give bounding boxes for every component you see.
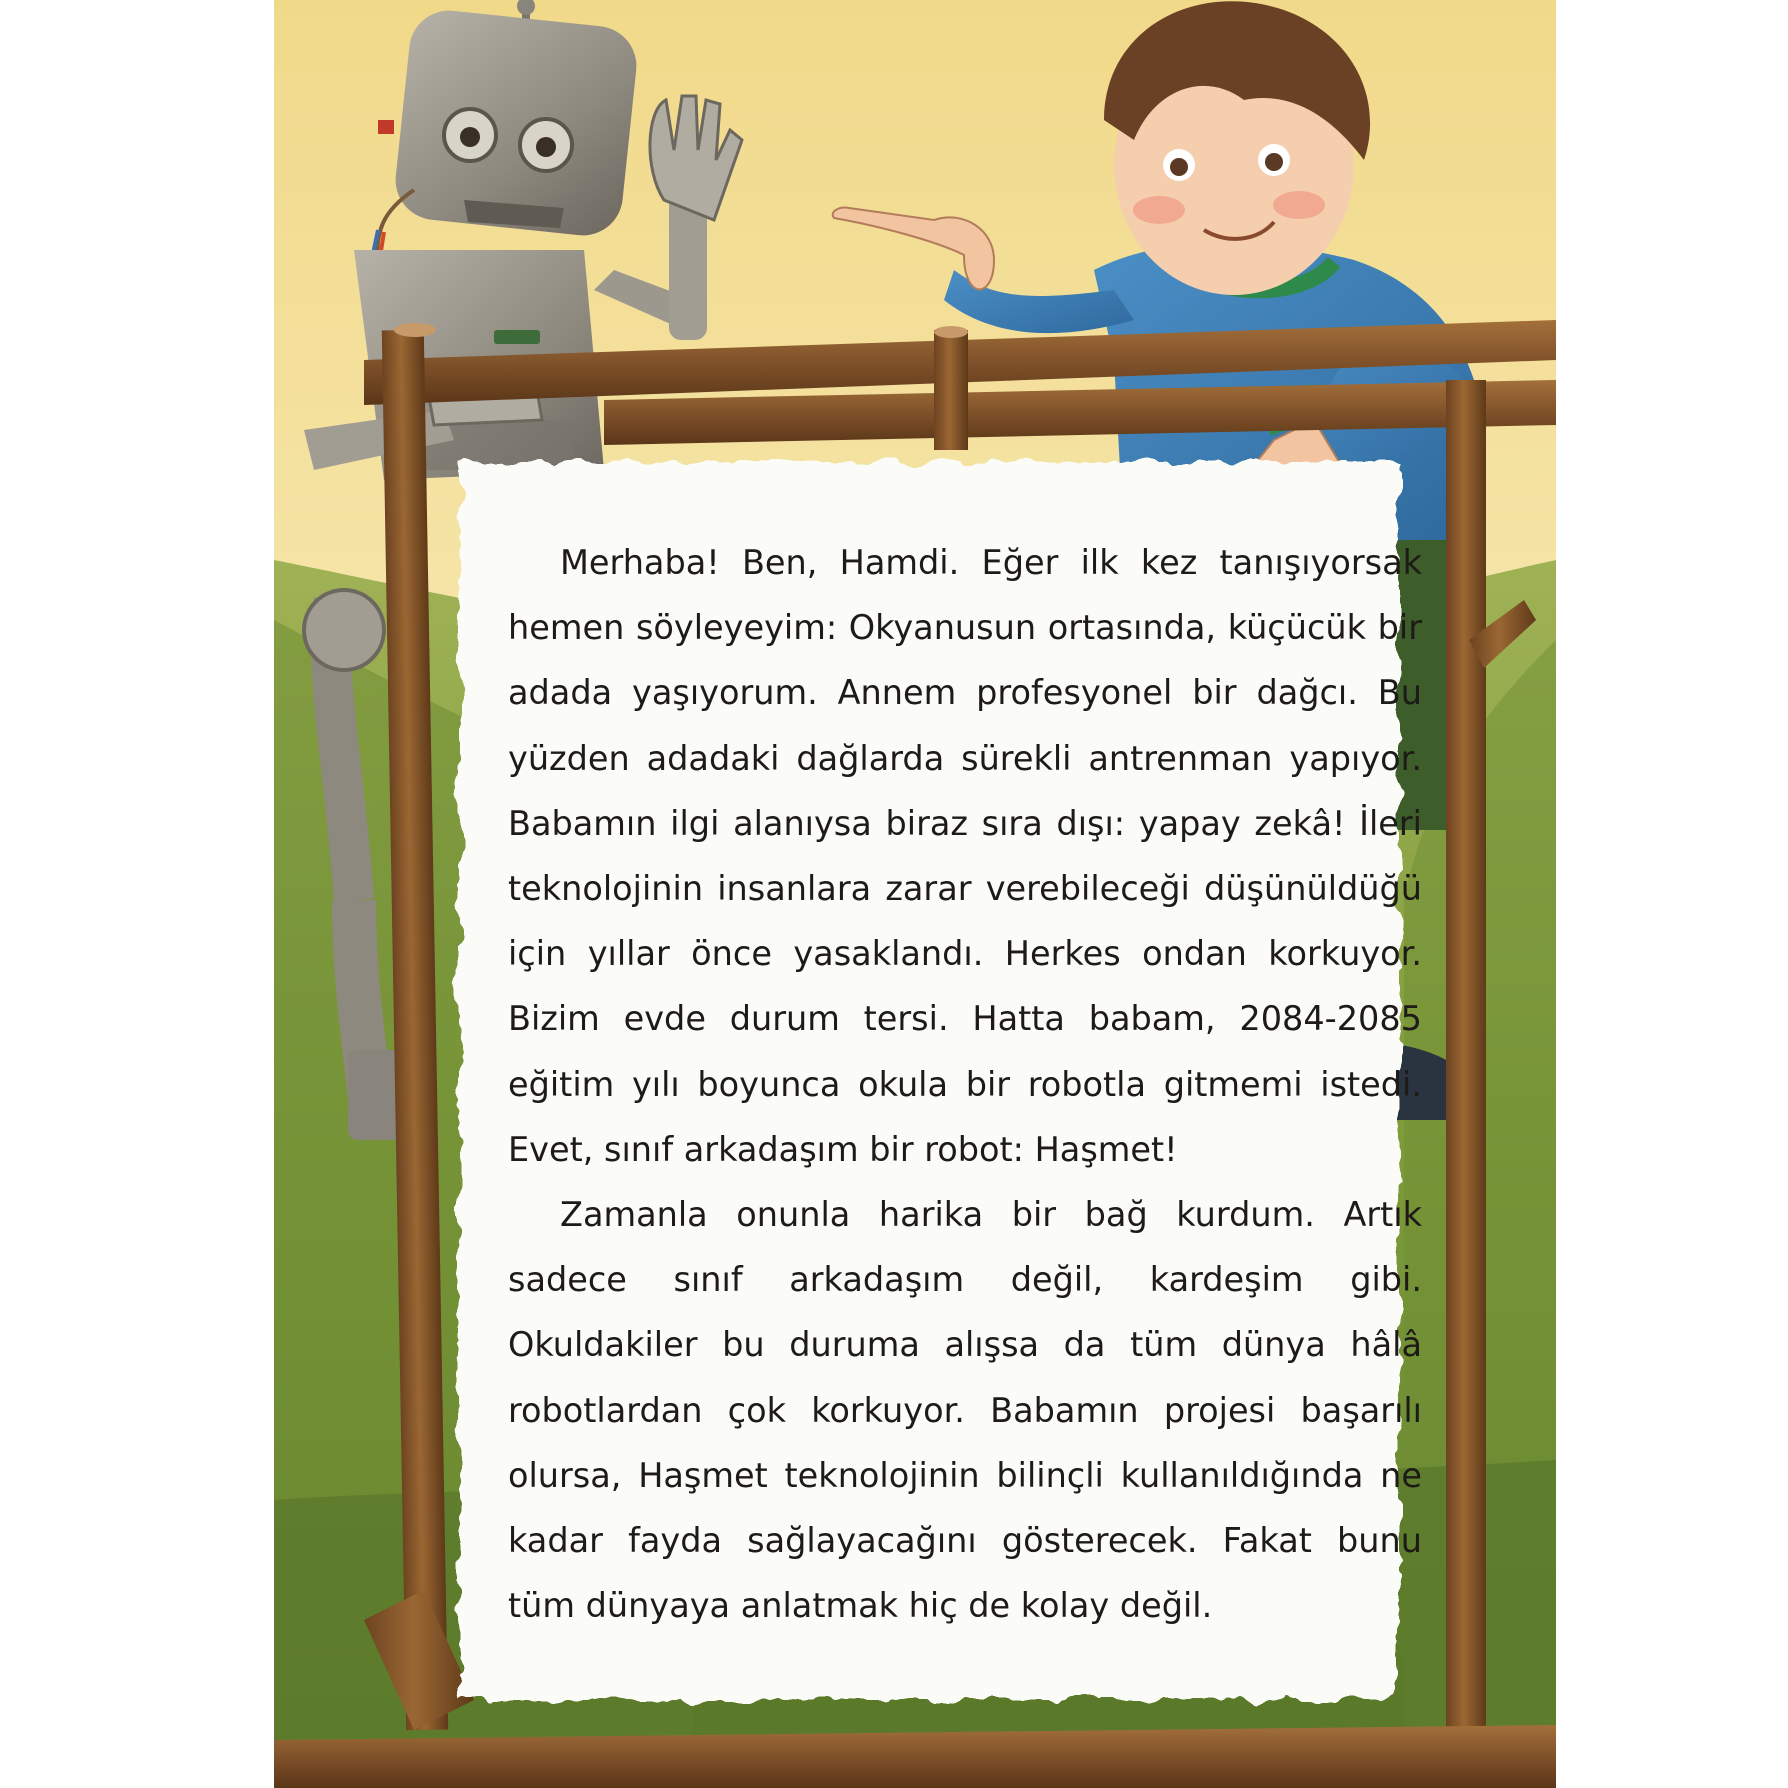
book-page — [274, 0, 1556, 1788]
story-paragraph-2: Zamanla onunla harika bir bağ kurdum. Artık sadece sınıf arkadaşım değil, kardeşim gibi. Okuldakiler bu duruma alışsa da tüm dünya hâlâ robotlardan çok korkuyor. Babamın projesi başarılı olursa, Haşmet teknolojinin bilinçli kullanıldığında ne kadar fayda sağlayacağını gösterecek. Fakat bunu tüm dünyaya anlatmak hiç de kolay değil. — [508, 1195, 1422, 1626]
story-paragraph-1: Merhaba! Ben, Hamdi. Eğer ilk kez tanışıyorsak hemen söyleyeyim: Okyanusun ortasında, küçücük bir adada yaşıyorum. Annem profesyonel bir dağcı. Bu yüzden adadaki dağlarda sürekli antrenman yapıyor. Babamın ilgi alanıysa biraz sıra dışı: yapay zekâ! İleri teknolojinin insanlara zarar verebileceği düşünüldüğü için yıllar önce yasaklandı. Herkes ondan korkuyor. Bizim evde durum tersi. Hatta babam, 2084-2085 eğitim yılı boyunca okula bir robotla gitmemi istedi. Evet, sınıf arkadaşım bir robot: Haşmet! — [508, 543, 1422, 1169]
story-text — [508, 530, 1422, 1638]
